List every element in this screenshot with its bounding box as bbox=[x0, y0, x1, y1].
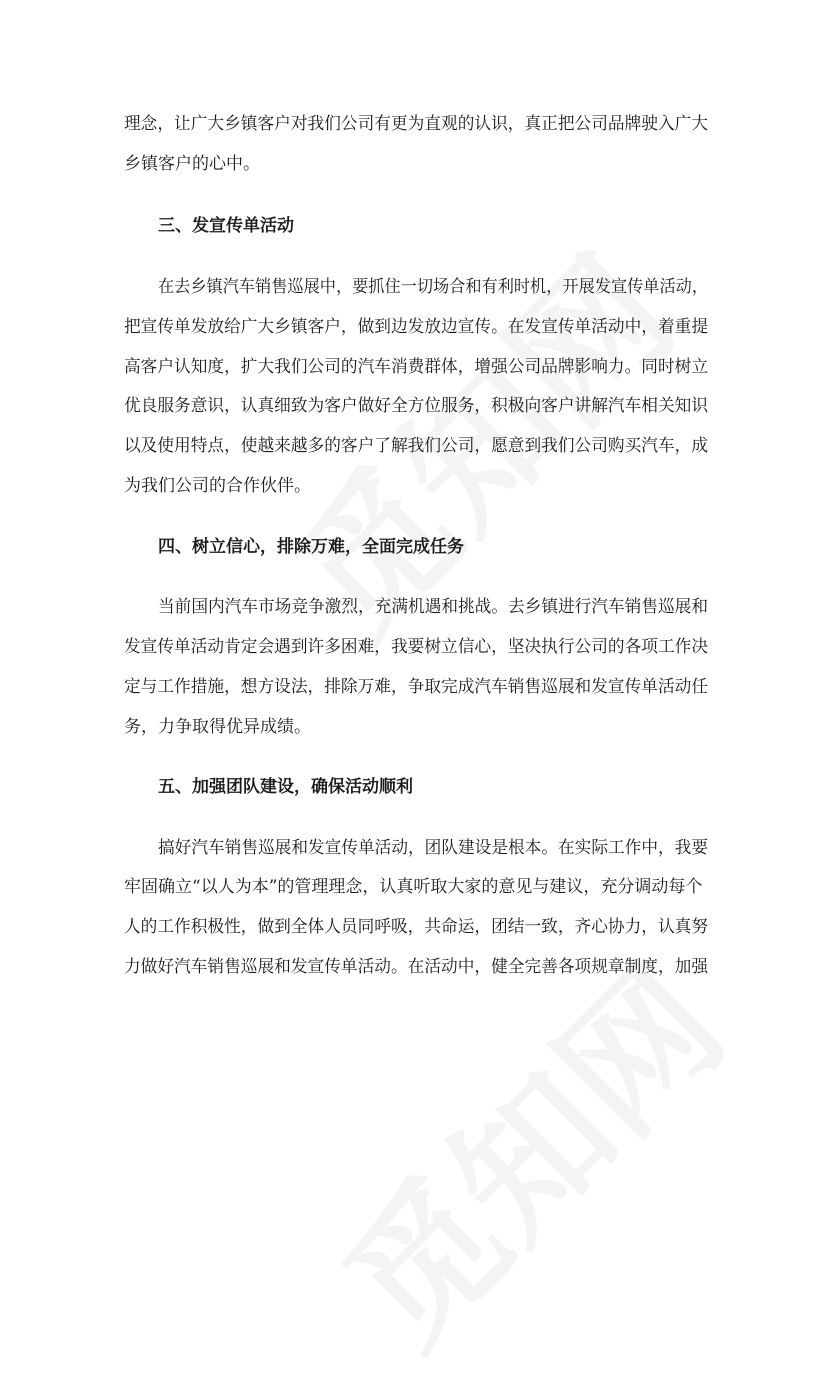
paragraph-line: 务，力争取得优异成绩。 bbox=[124, 717, 311, 737]
section-heading: 五、加强团队建设，确保活动顺利 bbox=[158, 777, 413, 797]
section-heading: 四、树立信心，排除万难，全面完成任务 bbox=[158, 537, 464, 557]
section-heading: 三、发宣传单活动 bbox=[158, 216, 294, 236]
paragraph-line: 力做好汽车销售巡展和发宣传单活动。在活动中，健全完善各项规章制度，加强 bbox=[124, 957, 708, 977]
paragraph-line: 人的工作积极性，做到全体人员同呼吸，共命运，团结一致，齐心协力，认真努 bbox=[124, 917, 708, 937]
watermark-text bbox=[290, 913, 761, 1383]
paragraph-line: 为我们公司的合作伙伴。 bbox=[124, 476, 311, 496]
paragraph-line: 理念，让广大乡镇客户对我们公司有更为直观的认识，真正把公司品牌驶入广大 bbox=[124, 114, 708, 134]
paragraph-line: 在去乡镇汽车销售巡展中，要抓住一切场合和有利时机，开展发宣传单活动， bbox=[158, 277, 708, 297]
paragraph-line: 优良服务意识，认真细致为客户做好全方位服务，积极向客户讲解汽车相关知识 bbox=[124, 396, 708, 416]
paragraph-line: 搞好汽车销售巡展和发宣传单活动，团队建设是根本。在实际工作中，我要 bbox=[158, 838, 708, 858]
paragraph-line: 高客户认知度，扩大我们公司的汽车消费群体，增强公司品牌影响力。同时树立 bbox=[124, 357, 708, 377]
paragraph-line: 乡镇客户的心中。 bbox=[124, 154, 260, 174]
paragraph-line: 牢固确立“以人为本”的管理理念，认真听取大家的意见与建议，充分调动每个 bbox=[124, 877, 703, 897]
paragraph-line: 以及使用特点，使越来越多的客户了解我们公司，愿意到我们公司购买汽车，成 bbox=[124, 436, 708, 456]
paragraph-line: 把宣传单发放给广大乡镇客户，做到边发放边宣传。在发宣传单活动中，着重提 bbox=[124, 317, 708, 337]
paragraph-line: 定与工作措施，想方设法，排除万难，争取完成汽车销售巡展和发宣传单活动任 bbox=[124, 677, 708, 697]
paragraph-line: 发宣传单活动肯定会遇到许多困难，我要树立信心，坚决执行公司的各项工作决 bbox=[124, 637, 708, 657]
paragraph-line: 当前国内汽车市场竞争激烈，充满机遇和挑战。去乡镇进行汽车销售巡展和 bbox=[158, 597, 708, 617]
